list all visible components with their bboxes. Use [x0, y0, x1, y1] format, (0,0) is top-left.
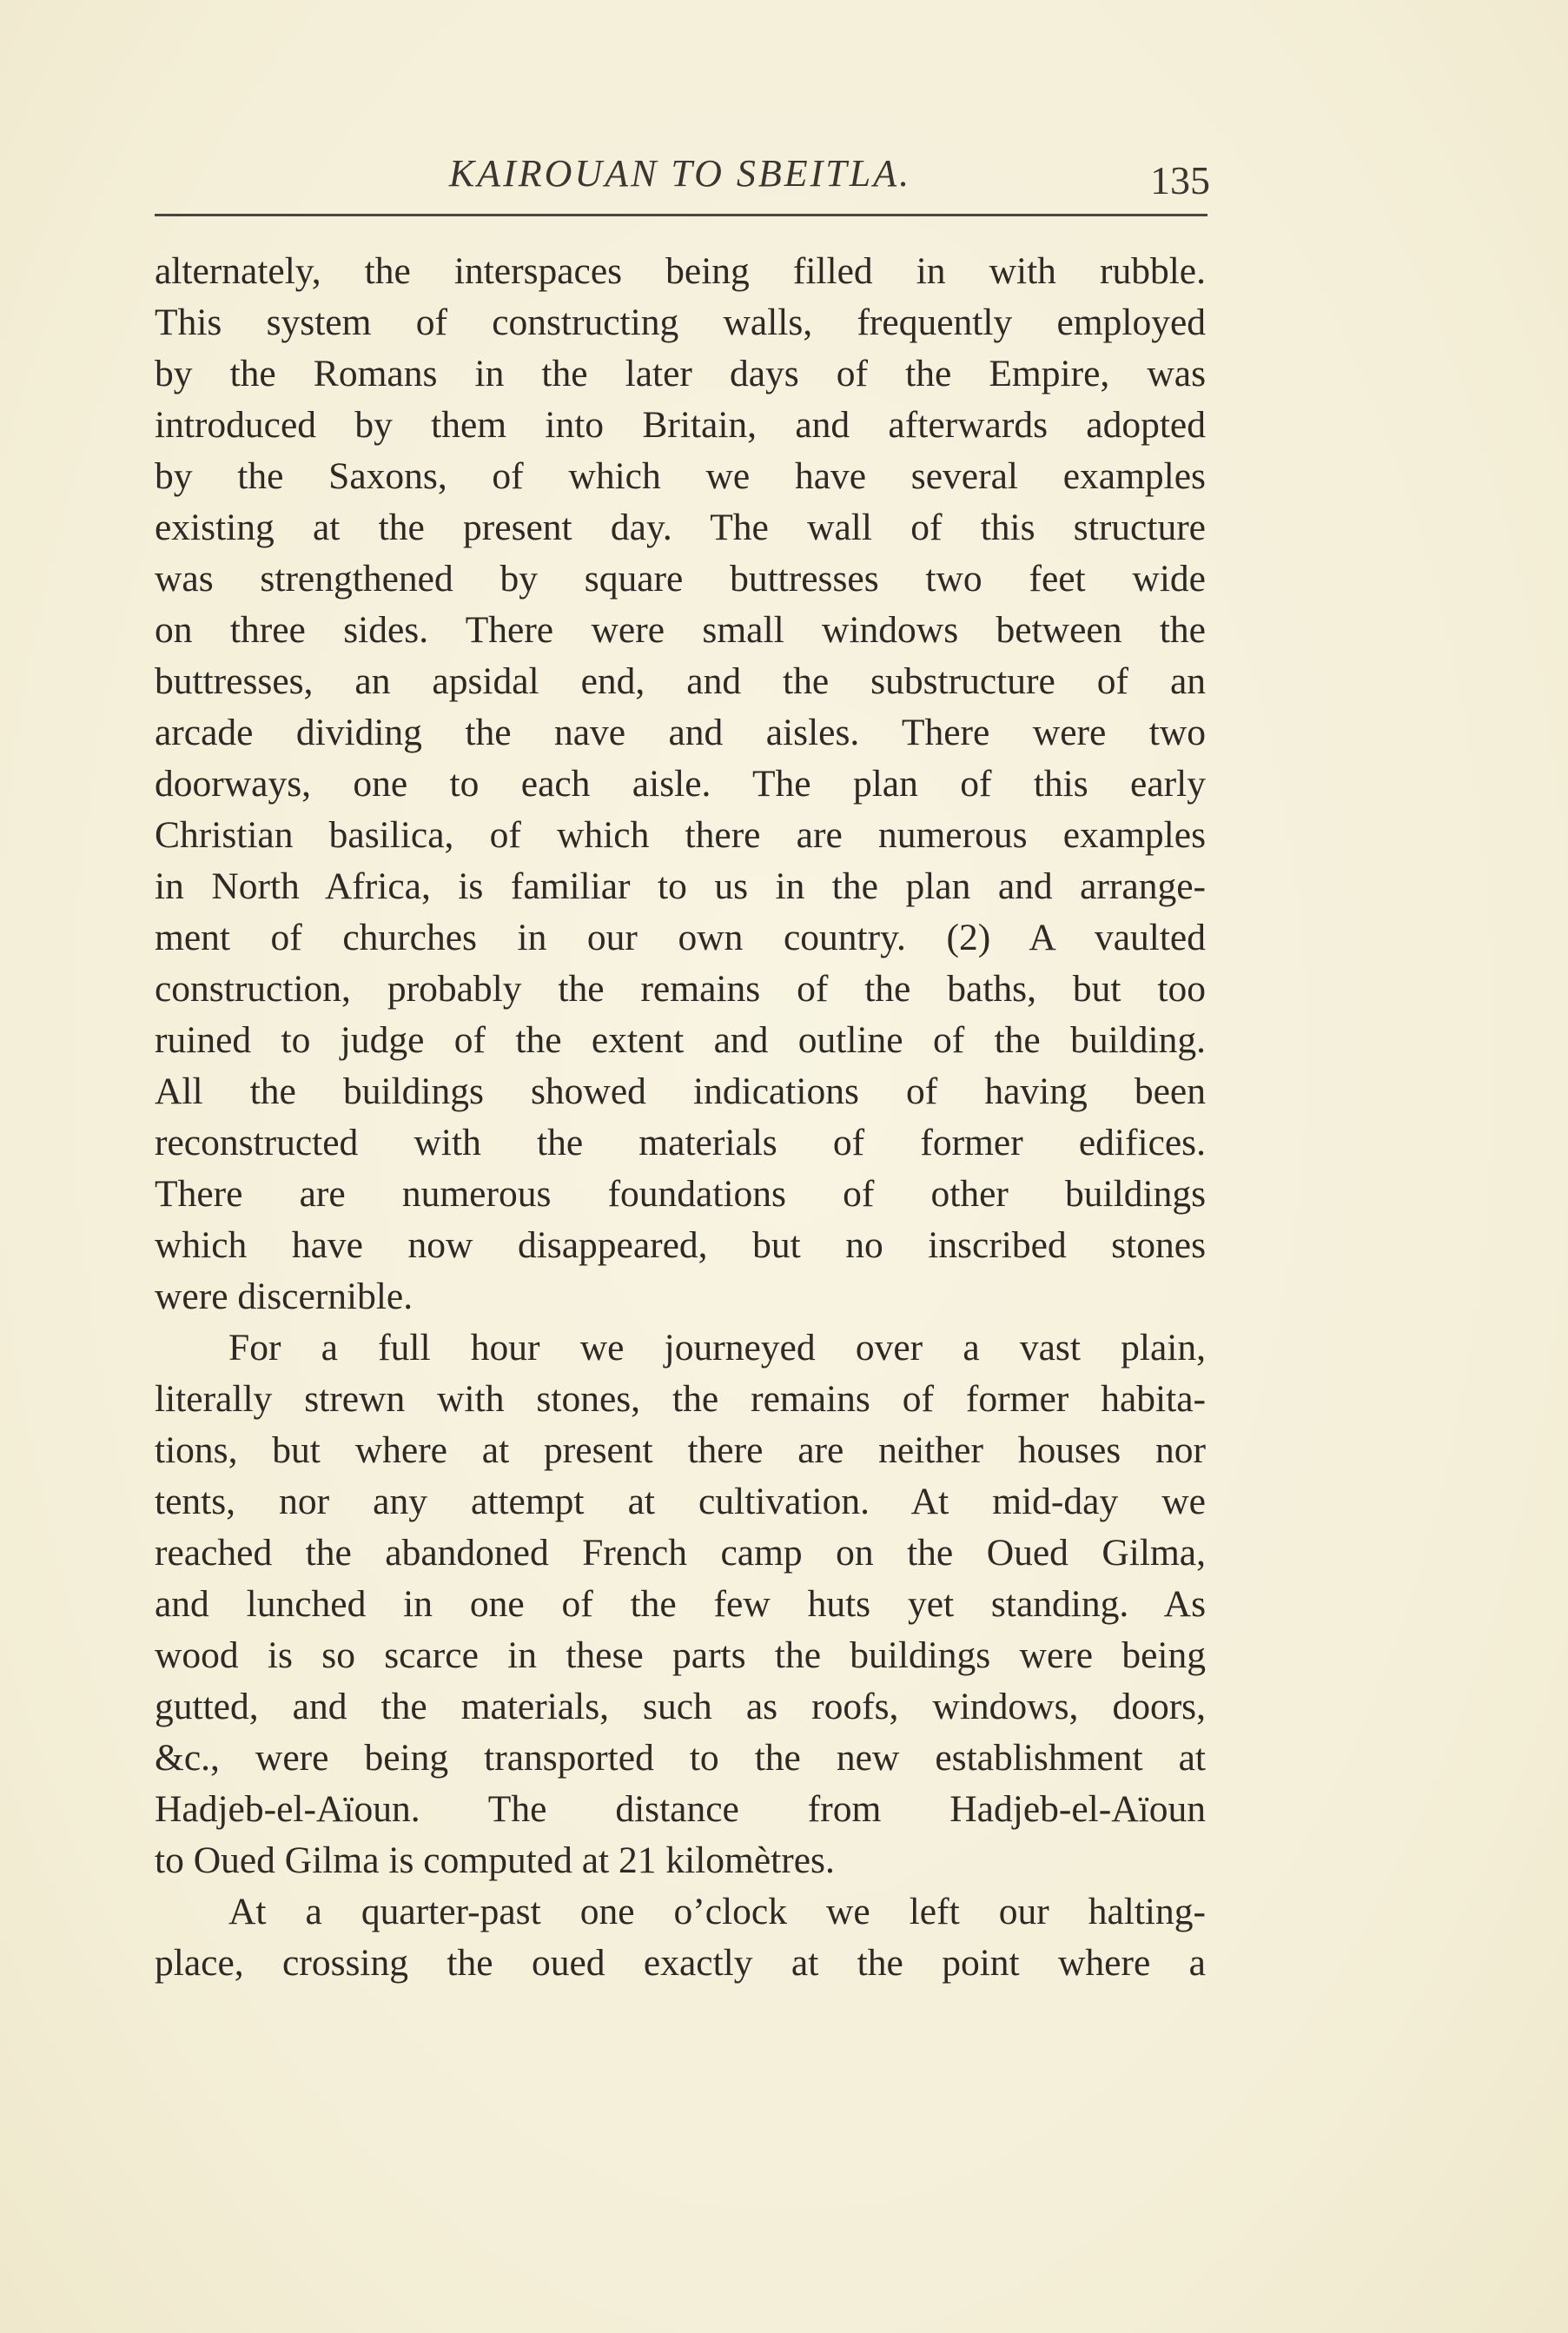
paragraph	[155, 246, 1206, 1322]
text-line: gutted, and the materials, such as roofs, windows, doors,	[155, 1686, 1206, 1727]
text-line: Christian basilica, of which there are numerous examples	[155, 814, 1206, 856]
text-line: buttresses, an apsidal end, and the substructure of an	[155, 660, 1206, 702]
text-line: There are numerous foundations of other buildings	[155, 1173, 1206, 1215]
page-number: 135	[1150, 158, 1210, 202]
text-line: tents, nor any attempt at cultivation. At mid-day we	[155, 1481, 1206, 1522]
text-line: by the Romans in the later days of the Empire, was	[155, 353, 1206, 394]
text-line: by the Saxons, of which we have several examples	[155, 455, 1206, 497]
text-line: wood is so scarce in these parts the buildings were being	[155, 1634, 1206, 1676]
text-line: in North Africa, is familiar to us in the plan and arrange-	[155, 865, 1206, 907]
text-line: arcade dividing the nave and aisles. There were two	[155, 712, 1206, 753]
text-line: to Oued Gilma is computed at 21 kilomètres.	[155, 1839, 835, 1881]
text-line: ment of churches in our own country. (2) A vaulted	[155, 917, 1206, 958]
text-line: This system of constructing walls, frequently employed	[155, 302, 1206, 343]
text-line: At a quarter-past one o’clock we left our halting-	[228, 1891, 1206, 1932]
body-text	[155, 246, 1206, 1989]
text-line: and lunched in one of the few huts yet standing. As	[155, 1583, 1206, 1625]
text-line: were discernible.	[155, 1276, 414, 1317]
text-line: &c., were being transported to the new establishment at	[155, 1737, 1206, 1779]
text-line: existing at the present day. The wall of this structure	[155, 507, 1206, 548]
text-line: literally strewn with stones, the remains of former habita-	[155, 1378, 1206, 1420]
text-line: doorways, one to each aisle. The plan of this early	[155, 763, 1206, 805]
text-line: on three sides. There were small windows between the	[155, 609, 1206, 651]
header-rule	[155, 214, 1207, 216]
text-line: place, crossing the oued exactly at the point where a	[155, 1942, 1206, 1984]
text-line: For a full hour we journeyed over a vast plain,	[228, 1327, 1206, 1369]
text-line: Hadjeb-el-Aïoun. The distance from Hadjeb-el-Aïoun	[155, 1788, 1206, 1830]
paragraph	[155, 1886, 1206, 1989]
text-line: reconstructed with the materials of former edifices.	[155, 1122, 1206, 1163]
text-line: tions, but where at present there are neither houses nor	[155, 1429, 1206, 1471]
text-line: which have now disappeared, but no inscribed stones	[155, 1224, 1206, 1266]
text-line: construction, probably the remains of the baths, but too	[155, 968, 1206, 1010]
running-head: KAIROUAN TO SBEITLA.	[448, 152, 912, 195]
text-line: reached the abandoned French camp on the Oued Gilma,	[155, 1532, 1206, 1574]
text-line: introduced by them into Britain, and afterwards adopted	[155, 404, 1206, 446]
paragraph	[155, 1322, 1206, 1886]
paragraph-container	[155, 246, 1206, 1989]
text-line: ruined to judge of the extent and outline of the building.	[155, 1019, 1206, 1061]
page-header	[155, 148, 1210, 209]
text-line: was strengthened by square buttresses two feet wide	[155, 558, 1206, 600]
text-line: alternately, the interspaces being filled in with rubble.	[155, 250, 1206, 292]
text-line: All the buildings showed indications of having been	[155, 1070, 1206, 1112]
